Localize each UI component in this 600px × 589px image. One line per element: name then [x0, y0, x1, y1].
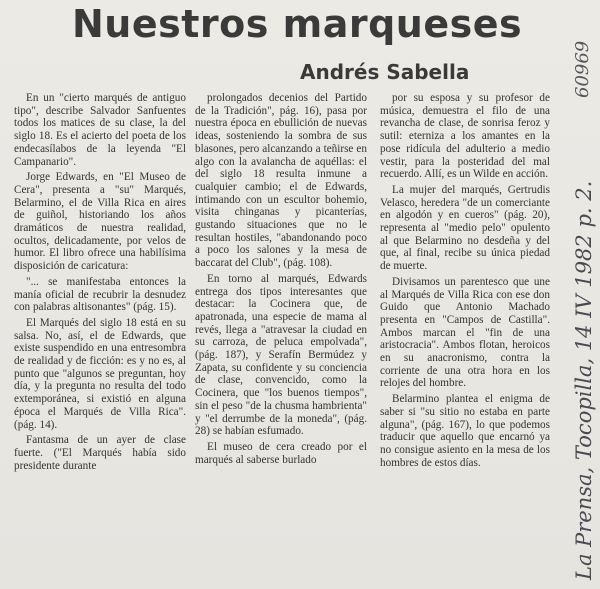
catalog-number-text: 60969 — [572, 40, 593, 98]
paragraph: El museo de cera creado por el marqués al saberse burlado — [195, 440, 367, 466]
catalog-number — [566, 20, 596, 100]
paragraph: El Marqués del siglo 18 está en su salsa. No, así, el de Edwards, que existe suspendido en una entresombra de realidad y de ficción: es y no es, al punto que "algunos se preguntan, hoy día, y la pregunta no resulta del todo extemporánea, si existió en alguna época el Marqués de Villa Rica". (pág. 14). — [14, 316, 186, 431]
paragraph: Jorge Edwards, en "El Museo de Cera", presenta a "su" Marqués, Belarmino, el de Villa Rica en aires de guiñol, historiando los años dramáticos de nuestra realidad, ocultos, delicadamente, por velos de humor. El libro ofrece una habilísima disposición de caricatura: — [14, 171, 186, 273]
article-column-3 — [380, 92, 550, 582]
article-column-1 — [14, 92, 186, 582]
paragraph: En un "cierto marqués de antiguo tipo", describe Salvador Sanfuentes todos los matices de su clase, la del siglo 18. Es el acierto del poeta de los endecasílabos de la leyenda "El Campanario". — [14, 92, 186, 168]
paragraph: Belarmino plantea el enigma de saber si "su sitio no estaba en parte alguna", (pág. 167), lo que podemos traducir que aquello que encarnó ya no consigue asiento en la mesa de los hombres de estos días. — [380, 393, 550, 469]
article-title: Nuestros marqueses — [72, 2, 523, 46]
paragraph: por su esposa y su profesor de música, demuestra el filo de una revancha de clase, de sonrisa feroz y sutil: eterniza a los amantes en la pose ridícula del adulterio a medio vestir, para la posteridad del mal recuerdo. Allí, es un Wilde en acción. — [380, 92, 550, 181]
paragraph: Fantasma de un ayer de clase fuerte. ("El Marqués había sido presidente durante — [14, 434, 186, 472]
article-column-2 — [195, 92, 367, 582]
paragraph: "... se manifestaba entonces la manía oficial de recubrir la desnudez con palabras altisonantes" (pág. 15). — [14, 275, 186, 314]
paragraph: En torno al marqués, Edwards entrega dos tipos interesantes que destacar: la Cocinera que, de apatronada, una especie de mama al revés, llega a "atravesar la ciudad en su carroza, de peluca empolvada", (pág. 187), y Serafín Bermúdez y Zapata, su confidente y su conciencia de clase, convencido, como la Cocinera, que "los buenos tiempos", sin el peso "de la chusma hambrienta" y "el derrumbe de la moneda", (pág. 28) se habían esfumado. — [195, 272, 367, 438]
article-author: Andrés Sabella — [300, 60, 470, 84]
paragraph: La mujer del marqués, Gertrudis Velasco, heredera "de un comerciante en algodón y en cueros" (pág. 20), representa al "medio pelo" opulento al que Belarmino no desdeña y del que, al final, recibe su única piedad de muerte. — [380, 183, 550, 273]
handwritten-note-text: La Prensa, Tocopilla, 14 IV 1982 p. 2. — [572, 180, 596, 580]
handwritten-source-note — [568, 110, 598, 580]
paragraph: prolongados decenios del Partido de la Tradición", pág. 16), pasa por nuestra época en ebullición de nuevas ideas, sosteniendo la sombra de sus blasones, pero alcanzando a teñirse en algo con la avalancha de aquéllas: el del siglo 18 resulta inmune a cualquier cambio; el de Edwards, intimando con un escultor bohemio, visita chinganas y picanterías, gustando situaciones que no le resultan hostiles, "abandonando poco a poco los salones y la mesa de baccarat del Club", (pág. 108). — [195, 92, 367, 270]
paragraph: Divisamos un parentesco que une al Marqués de Villa Rica con ese don Guido que Antonio Machado presenta en "Campos de Castilla". Ambos marcan el "fin de una aristocracia". Ambos flotan, heroicos en su anacronismo, contra la corriente de una otra hora en los relojes del hombre. — [380, 275, 550, 390]
